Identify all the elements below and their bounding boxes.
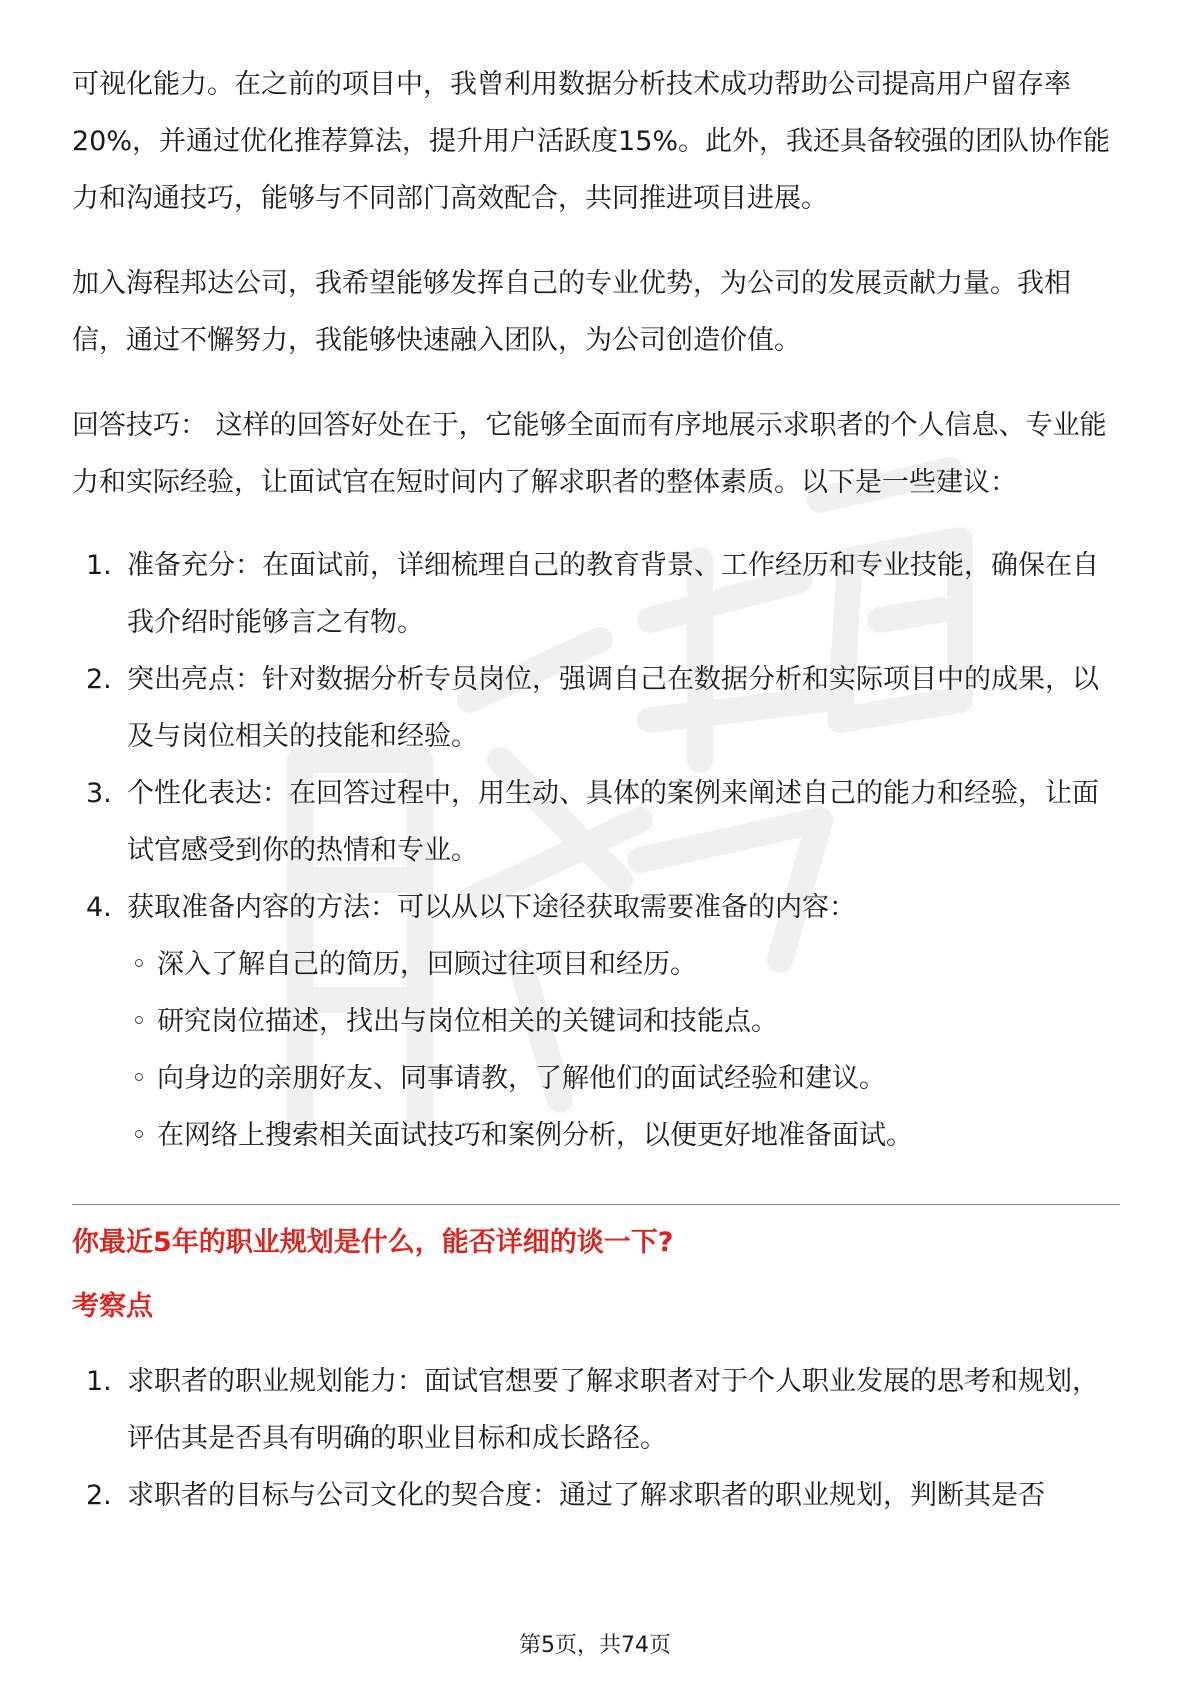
list-number: 3.	[86, 778, 112, 809]
page-footer: 第5页，共74页	[519, 1633, 671, 1658]
list-item-text: 个性化表达：在回答过程中，用生动、具体的案例来阐述自己的能力和经验，让面试官感受到你的热情和专业。	[127, 778, 1099, 866]
circle-bullet-icon: ◦	[131, 1063, 147, 1094]
sub-list-item-text: 向身边的亲朋好友、同事请教，了解他们的面试经验和建议。	[157, 1063, 886, 1094]
list-item	[72, 1467, 1120, 1524]
circle-bullet-icon: ◦	[131, 949, 147, 980]
list-item	[72, 1353, 1120, 1467]
list-item	[72, 537, 1120, 651]
section-divider	[72, 1204, 1120, 1205]
assessment-points-heading: 考察点	[72, 1291, 153, 1322]
circle-bullet-icon: ◦	[131, 1006, 147, 1037]
list-item-text: 准备充分：在面试前，详细梳理自己的教育背景、工作经历和专业技能，确保在自我介绍时能够言之有物。	[127, 550, 1099, 638]
paragraph-skills: 可视化能力。在之前的项目中，我曾利用数据分析技术成功帮助公司提高用户留存率20%，并通过优化推荐算法，提升用户活跃度15%。此外，我还具备较强的团队协作能力和沟通技巧，能够与不同部门高效配合，共同推进项目进展。	[72, 69, 1111, 214]
sub-list-item-text: 在网络上搜索相关面试技巧和案例分析，以便更好地准备面试。	[157, 1120, 913, 1151]
sub-list-item	[127, 993, 1120, 1050]
list-item-text: 突出亮点：针对数据分析专员岗位，强调自己在数据分析和实际项目中的成果，以及与岗位相关的技能和经验。	[127, 664, 1099, 752]
list-item-text: 求职者的目标与公司文化的契合度：通过了解求职者的职业规划，判断其是否	[127, 1480, 1045, 1511]
sub-list-item-text: 深入了解自己的简历，回顾过往项目和经历。	[157, 949, 697, 980]
list-item-text: 获取准备内容的方法：可以从以下途径获取需要准备的内容：	[127, 892, 856, 923]
sub-list-item-text: 研究岗位描述，找出与岗位相关的关键词和技能点。	[157, 1006, 778, 1037]
sub-list-item	[127, 1050, 1120, 1107]
question-title: 你最近5年的职业规划是什么，能否详细的谈一下?	[72, 1227, 674, 1258]
list-number: 1.	[86, 1366, 112, 1397]
list-number: 1.	[86, 550, 112, 581]
list-number: 4.	[86, 892, 112, 923]
document-page	[72, 56, 1120, 1524]
circle-bullet-icon: ◦	[131, 1120, 147, 1151]
list-item	[72, 879, 1120, 1164]
sub-list-item	[127, 1107, 1120, 1164]
paragraph-answer-tips: 回答技巧： 这样的回答好处在于，它能够全面而有序地展示求职者的个人信息、专业能力和实际经验，让面试官在短时间内了解求职者的整体素质。以下是一些建议：	[72, 410, 1107, 498]
tips-list	[72, 537, 1120, 1164]
list-item-text: 求职者的职业规划能力：面试官想要了解求职者对于个人职业发展的思考和规划，评估其是否具有明确的职业目标和成长路径。	[127, 1366, 1099, 1454]
list-item	[72, 765, 1120, 879]
list-item	[72, 651, 1120, 765]
assessment-points-list	[72, 1353, 1120, 1524]
sub-list-item	[127, 936, 1120, 993]
paragraph-company-goal: 加入海程邦达公司，我希望能够发挥自己的专业优势，为公司的发展贡献力量。我相信，通过不懈努力，我能够快速融入团队，为公司创造价值。	[72, 268, 1071, 356]
sub-list	[127, 936, 1120, 1164]
list-number: 2.	[86, 1480, 112, 1511]
list-number: 2.	[86, 664, 112, 695]
